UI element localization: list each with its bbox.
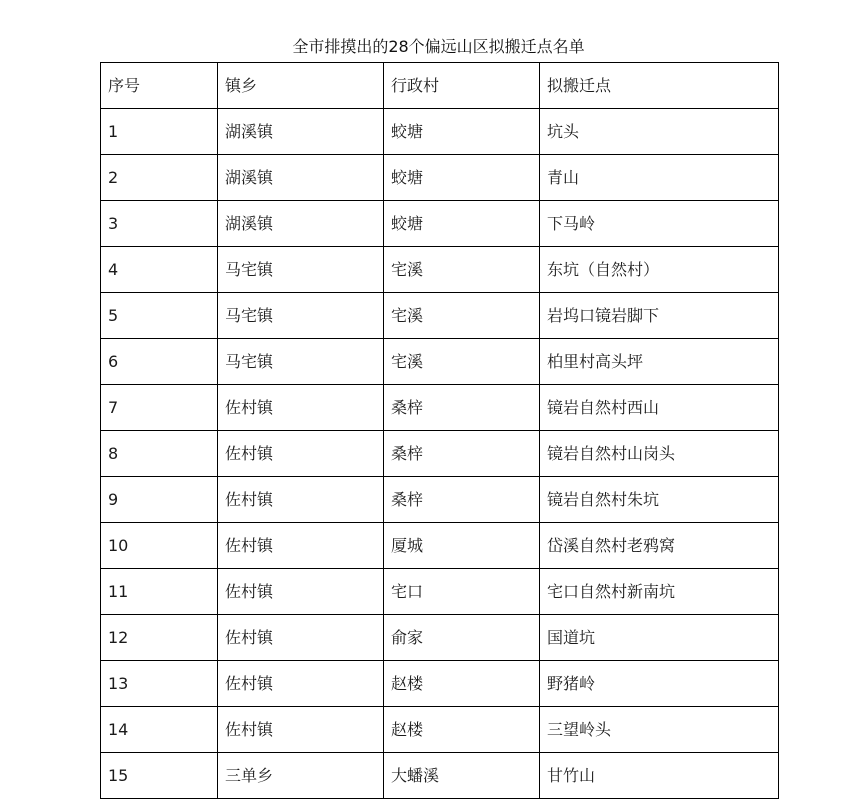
cell-index: 1 bbox=[101, 109, 218, 155]
cell-index: 11 bbox=[101, 569, 218, 615]
table-row bbox=[101, 431, 779, 477]
cell-index: 5 bbox=[101, 293, 218, 339]
table-row bbox=[101, 661, 779, 707]
cell-township: 佐村镇 bbox=[218, 431, 384, 477]
header-cell-village: 行政村 bbox=[384, 63, 540, 109]
cell-index: 12 bbox=[101, 615, 218, 661]
cell-relocation-site: 岩坞口镜岩脚下 bbox=[540, 293, 779, 339]
cell-relocation-site: 三望岭头 bbox=[540, 707, 779, 753]
cell-relocation-site: 柏里村高头坪 bbox=[540, 339, 779, 385]
table-row bbox=[101, 293, 779, 339]
cell-village: 桑梓 bbox=[384, 477, 540, 523]
cell-township: 佐村镇 bbox=[218, 661, 384, 707]
cell-township: 湖溪镇 bbox=[218, 155, 384, 201]
cell-village: 宅口 bbox=[384, 569, 540, 615]
cell-village: 蛟塘 bbox=[384, 109, 540, 155]
cell-index: 15 bbox=[101, 753, 218, 799]
table-row bbox=[101, 339, 779, 385]
cell-village: 赵楼 bbox=[384, 661, 540, 707]
cell-village: 宅溪 bbox=[384, 339, 540, 385]
cell-index: 13 bbox=[101, 661, 218, 707]
table-body bbox=[101, 63, 779, 799]
cell-village: 蛟塘 bbox=[384, 155, 540, 201]
cell-village: 大蟠溪 bbox=[384, 753, 540, 799]
cell-township: 马宅镇 bbox=[218, 247, 384, 293]
cell-township: 佐村镇 bbox=[218, 477, 384, 523]
cell-index: 2 bbox=[101, 155, 218, 201]
cell-township: 佐村镇 bbox=[218, 523, 384, 569]
cell-township: 湖溪镇 bbox=[218, 109, 384, 155]
cell-index: 14 bbox=[101, 707, 218, 753]
cell-village: 宅溪 bbox=[384, 293, 540, 339]
table-row bbox=[101, 109, 779, 155]
cell-relocation-site: 甘竹山 bbox=[540, 753, 779, 799]
cell-township: 佐村镇 bbox=[218, 569, 384, 615]
cell-relocation-site: 岱溪自然村老鸦窝 bbox=[540, 523, 779, 569]
cell-index: 6 bbox=[101, 339, 218, 385]
table-row bbox=[101, 569, 779, 615]
cell-township: 马宅镇 bbox=[218, 293, 384, 339]
table-row bbox=[101, 477, 779, 523]
header-cell-index: 序号 bbox=[101, 63, 218, 109]
cell-index: 3 bbox=[101, 201, 218, 247]
table-row bbox=[101, 155, 779, 201]
table-row bbox=[101, 385, 779, 431]
table-row bbox=[101, 707, 779, 753]
table-row bbox=[101, 201, 779, 247]
cell-relocation-site: 东坑（自然村） bbox=[540, 247, 779, 293]
cell-index: 4 bbox=[101, 247, 218, 293]
cell-relocation-site: 镜岩自然村西山 bbox=[540, 385, 779, 431]
table-row bbox=[101, 247, 779, 293]
cell-relocation-site: 镜岩自然村山岗头 bbox=[540, 431, 779, 477]
table-row bbox=[101, 615, 779, 661]
cell-relocation-site: 野猪岭 bbox=[540, 661, 779, 707]
cell-township: 佐村镇 bbox=[218, 615, 384, 661]
cell-village: 蛟塘 bbox=[384, 201, 540, 247]
table-row bbox=[101, 753, 779, 799]
header-cell-township: 镇乡 bbox=[218, 63, 384, 109]
header-cell-relocation-site: 拟搬迁点 bbox=[540, 63, 779, 109]
cell-township: 马宅镇 bbox=[218, 339, 384, 385]
relocation-sites-table bbox=[100, 62, 779, 799]
cell-village: 俞家 bbox=[384, 615, 540, 661]
cell-index: 9 bbox=[101, 477, 218, 523]
cell-village: 厦城 bbox=[384, 523, 540, 569]
cell-relocation-site: 青山 bbox=[540, 155, 779, 201]
cell-village: 桑梓 bbox=[384, 431, 540, 477]
cell-village: 宅溪 bbox=[384, 247, 540, 293]
cell-township: 佐村镇 bbox=[218, 385, 384, 431]
cell-township: 佐村镇 bbox=[218, 707, 384, 753]
table-row bbox=[101, 523, 779, 569]
cell-index: 7 bbox=[101, 385, 218, 431]
cell-index: 10 bbox=[101, 523, 218, 569]
cell-township: 三单乡 bbox=[218, 753, 384, 799]
cell-township: 湖溪镇 bbox=[218, 201, 384, 247]
cell-index: 8 bbox=[101, 431, 218, 477]
document-title: 全市排摸出的28个偏远山区拟搬迁点名单 bbox=[292, 37, 585, 56]
cell-relocation-site: 镜岩自然村朱坑 bbox=[540, 477, 779, 523]
cell-relocation-site: 国道坑 bbox=[540, 615, 779, 661]
cell-relocation-site: 坑头 bbox=[540, 109, 779, 155]
cell-village: 赵楼 bbox=[384, 707, 540, 753]
table-header-row bbox=[101, 63, 779, 109]
cell-village: 桑梓 bbox=[384, 385, 540, 431]
cell-relocation-site: 下马岭 bbox=[540, 201, 779, 247]
cell-relocation-site: 宅口自然村新南坑 bbox=[540, 569, 779, 615]
